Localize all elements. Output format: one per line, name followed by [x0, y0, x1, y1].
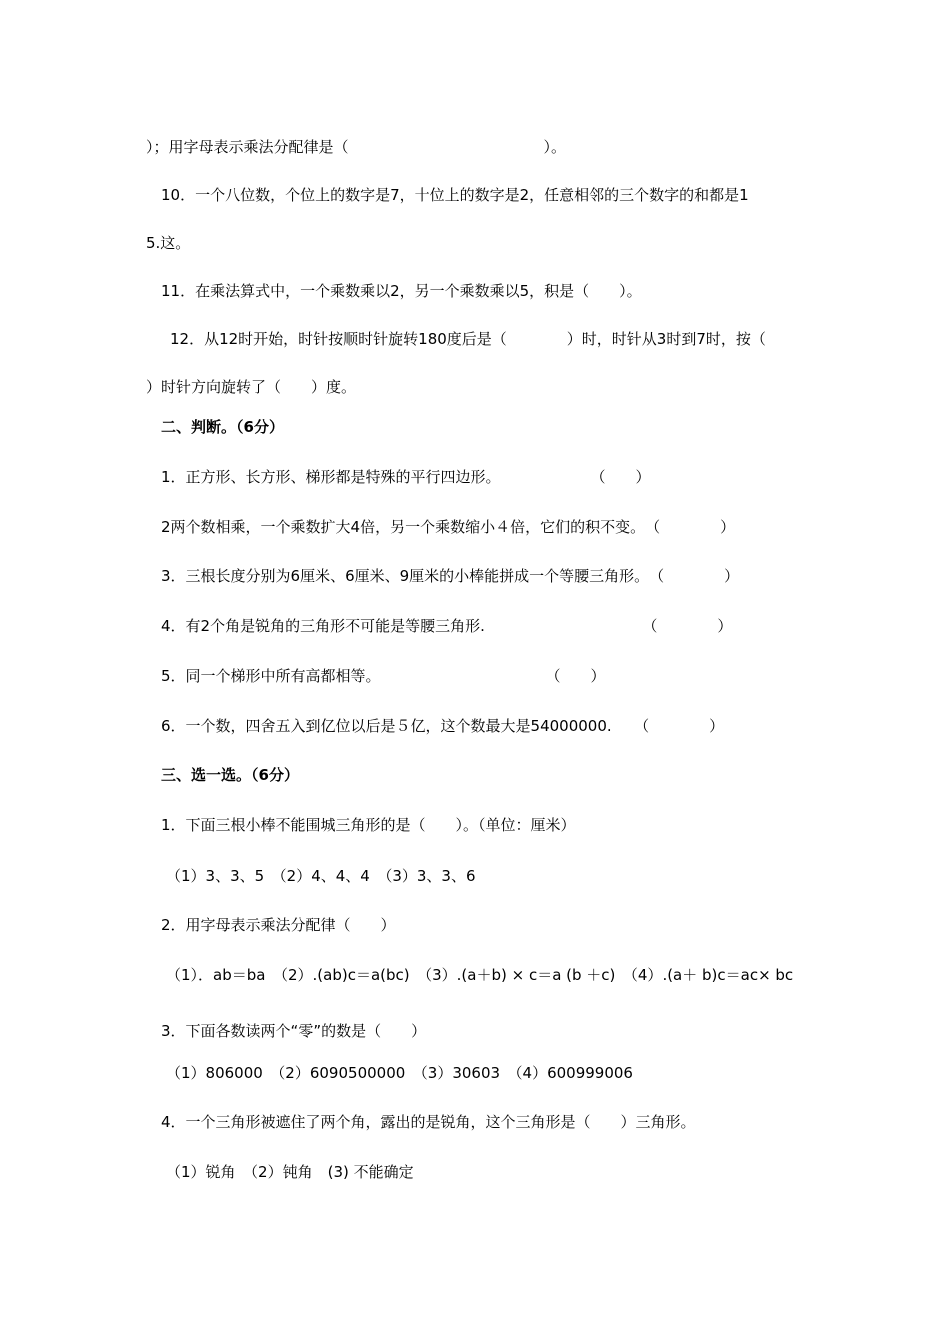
question-10: 10．一个八位数，个位上的数字是7，十位上的数字是2，任意相邻的三个数字的和都是1 [161, 186, 749, 204]
judgement-item-6: 6．一个数，四舍五入到亿位以后是５亿，这个数最大是54000000. （ ） [161, 717, 725, 735]
section-heading-judgement: 二、判断。（6分） [161, 418, 284, 436]
judgement-item-5: 5．同一个梯形中所有高都相等。 （ ） [161, 667, 606, 685]
judgement-item-4: 4．有2个角是锐角的三角形不可能是等腰三角形. （ ） [161, 617, 733, 635]
choice-question-4: 4．一个三角形被遮住了两个角，露出的是锐角，这个三角形是（ ）三角形。 [161, 1113, 696, 1131]
choice-options-2: （1）．ab＝ba （2）.(ab)c＝a(bc) （3）.(a＋b) × c＝a (b ＋c) （4）.(a＋ b)c＝ac× bc [166, 966, 794, 984]
judgement-item-3: 3．三根长度分别为6厘米、6厘米、9厘米的小棒能拼成一个等腰三角形。 （ ） [161, 567, 740, 585]
choice-question-3: 3．下面各数读两个“零”的数是（ ） [161, 1022, 427, 1040]
text-line: ）；用字母表示乘法分配律是（ ）。 [146, 138, 567, 156]
question-12: 12．从12时开始，时针按顺时针旋转180度后是（ ）时，时针从3时到7时，按（ [170, 330, 766, 348]
question-10-continued: 5.这。 [146, 234, 191, 252]
choice-question-1: 1．下面三根小棒不能围城三角形的是（ ）。（单位：厘米） [161, 816, 576, 834]
choice-options-1: （1）3、3、5 （2）4、4、4 （3）3、3、6 [166, 867, 476, 885]
choice-question-2: 2．用字母表示乘法分配律（ ） [161, 916, 396, 934]
choice-options-3: （1）806000 （2）6090500000 （3）30603 （4）600999006 [166, 1064, 633, 1082]
question-12-continued: ）时针方向旋转了（ ）度。 [146, 378, 357, 396]
choice-options-4: （1）锐角 （2）钝角 (3) 不能确定 [166, 1163, 414, 1181]
section-heading-choice: 三、选一选。（6分） [161, 766, 299, 784]
question-11: 11．在乘法算式中，一个乘数乘以2，另一个乘数乘以5，积是（ ）。 [161, 282, 642, 300]
judgement-item-2: 2两个数相乘，一个乘数扩大4倍，另一个乘数缩小４倍，它们的积不变。 （ ） [161, 518, 736, 536]
judgement-item-1: 1．正方形、长方形、梯形都是特殊的平行四边形。 （ ） [161, 468, 651, 486]
